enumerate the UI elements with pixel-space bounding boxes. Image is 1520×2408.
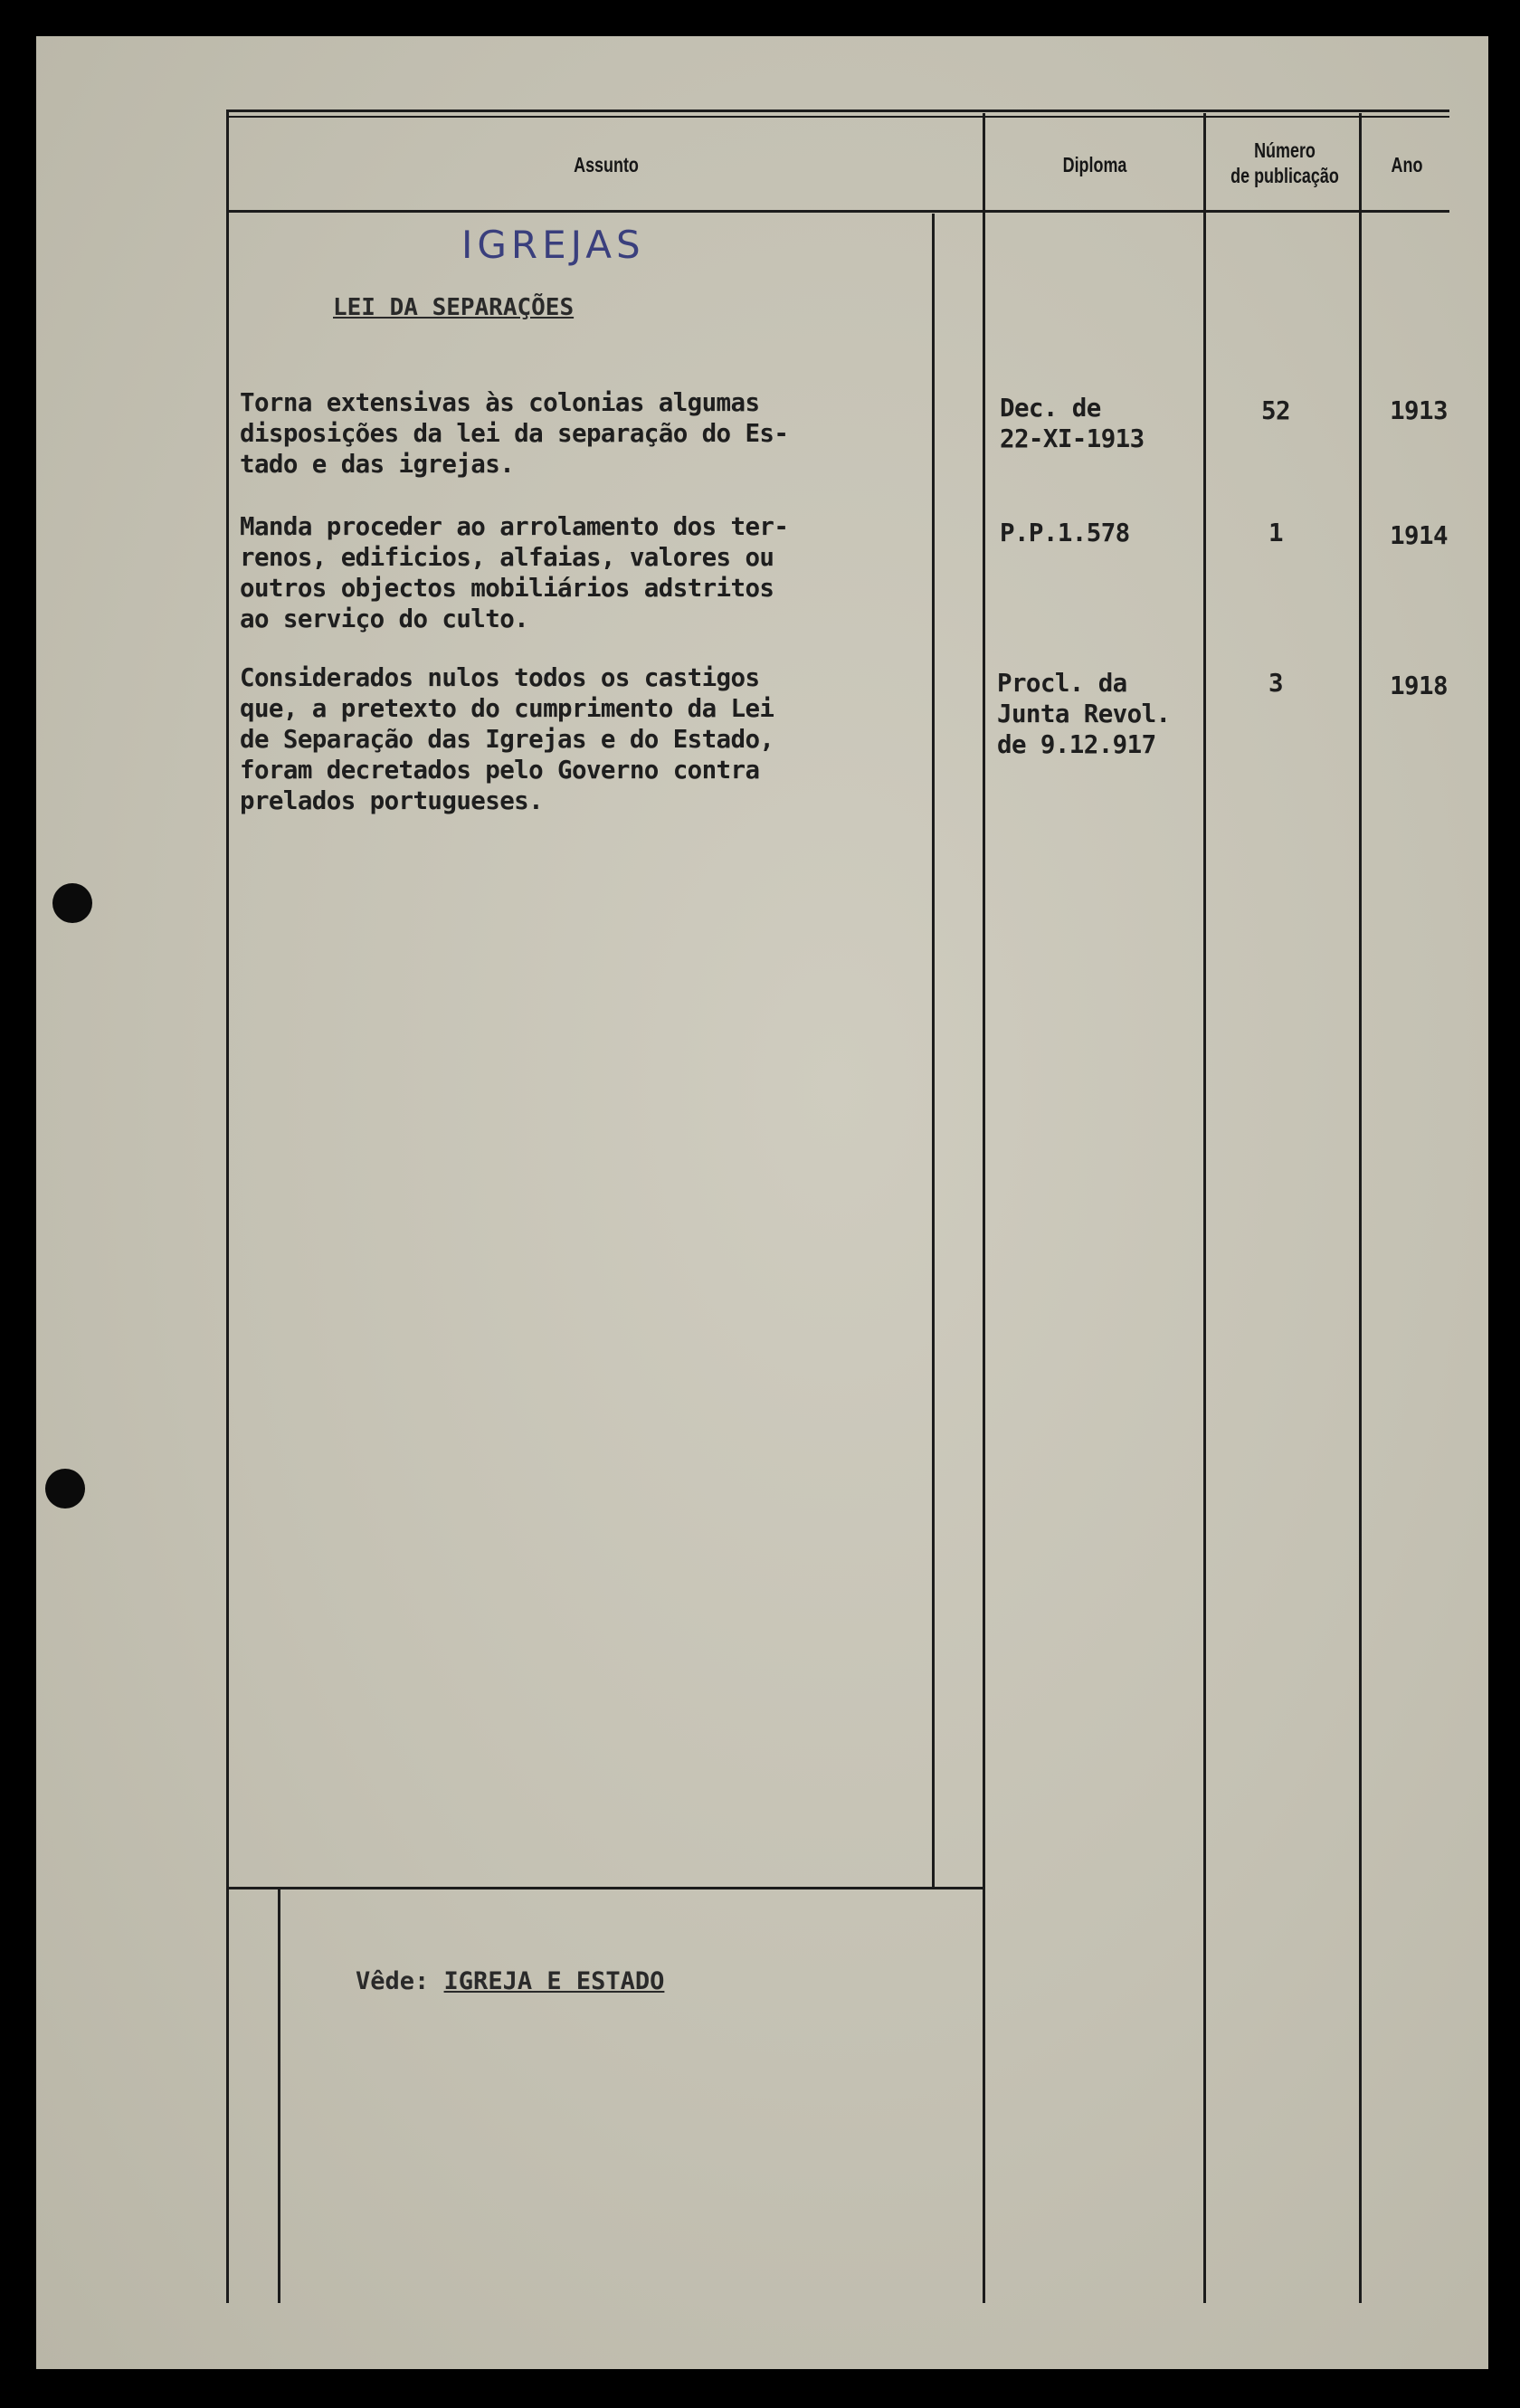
entry-year: 1914 xyxy=(1390,521,1448,550)
see-also xyxy=(356,1967,664,1995)
number-left-rule xyxy=(1203,113,1206,2303)
lower-box-left-rule xyxy=(278,1889,280,2303)
header-year: Ano xyxy=(1391,153,1423,176)
see-also-label: Vêde: xyxy=(356,1967,430,1995)
entry-number: 1 xyxy=(1268,519,1283,547)
table-left-rule xyxy=(226,109,229,2303)
entry-year: 1913 xyxy=(1390,396,1448,425)
entry-number: 3 xyxy=(1268,669,1283,698)
entry-number: 52 xyxy=(1261,396,1290,425)
entry-subject: Considerados nulos todos os castigos que, a pretexto do cumprimento da Lei de Separação das Igrejas e do Estado, foram decretados pelo Governo contra prelados portugueses. xyxy=(240,663,774,815)
handwritten-title: IGREJAS xyxy=(461,223,645,267)
header-diploma: Diploma xyxy=(1062,153,1127,176)
year-left-rule xyxy=(1359,113,1362,2303)
header-number: Número de publicação xyxy=(1230,138,1339,187)
index-card xyxy=(36,36,1488,2369)
punch-hole xyxy=(52,883,92,923)
entry-subject: Manda proceder ao arrolamento dos ter- renos, edificios, alfaias, valores ou outros objectos mobiliários adstritos ao serviço do culto. xyxy=(240,512,789,633)
see-also-target: IGREJA E ESTADO xyxy=(443,1967,665,1995)
header-subject: Assunto xyxy=(574,153,639,176)
entry-diploma: Procl. da Junta Revol. de 9.12.917 xyxy=(997,669,1171,759)
header-bottom-rule xyxy=(226,210,1449,213)
entry-diploma: P.P.1.578 xyxy=(1000,519,1130,547)
table-top-rule xyxy=(226,109,1449,112)
table-top-rule-2 xyxy=(226,116,1449,118)
entry-subject: Torna extensivas às colonias algumas disposições da lei da separação do Es- tado e das igrejas. xyxy=(240,388,789,479)
subject-bottom-rule xyxy=(226,1887,983,1889)
entry-diploma: Dec. de 22-XI-1913 xyxy=(1000,394,1145,453)
punch-hole xyxy=(45,1469,85,1509)
diploma-left-rule xyxy=(983,113,985,2303)
entry-year: 1918 xyxy=(1390,671,1448,700)
section-title: LEI DA SEPARAÇÕES xyxy=(333,294,575,321)
